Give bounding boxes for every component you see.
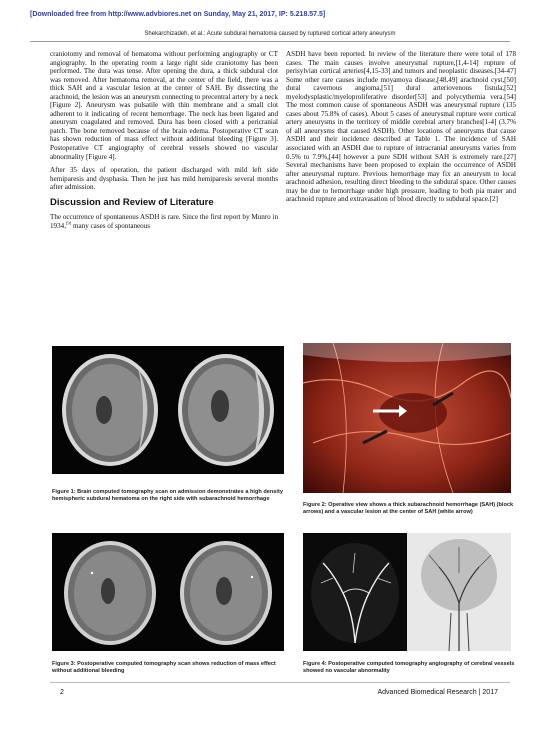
header-divider bbox=[30, 41, 510, 42]
download-line: [Downloaded free from http://www.advbiores.net on Sunday, May 21, 2017, IP: 5.218.57.5] bbox=[30, 11, 326, 18]
right-column bbox=[286, 50, 516, 209]
figure-2-caption: Figure 2: Operative view shows a thick subarachnoid hemorrhage (SAH) (block arrows) and a vascular lesion at the center of SAH (white arrow) bbox=[303, 502, 514, 515]
left-paragraph-3-end: many cases of spontaneous bbox=[71, 221, 151, 230]
figure-2-operative-view bbox=[303, 343, 511, 493]
left-paragraph-3 bbox=[50, 213, 278, 230]
running-head: Shekarchizadeh, et al.: Acute subdural hematoma caused by ruptured cortical artery aneurysm bbox=[144, 31, 396, 37]
figure-3-image bbox=[52, 533, 284, 651]
right-paragraph-1: ASDH have been reported. In review of the literature there were total of 178 cases. The main causes involve aneurysmal rupture,[1,4-14] rupture of perisylvian cortical arteries[4,15-33] and tumors and neoplastic diseases.[34-47] Some other rare causes include moyamoya disease,[48,49] arachnoid cyst,[50] dural cavernous angioma,[51] dural arteriovenous fistula,[52] myelodysplastic/myeloproliferative disorder[53] and polycythemia vera.[54] The most common cause of spontaneous ASDH was aneurysmal rupture (135 cases about 75.8% of cases). About 5 cases of aneurysmal rupture were cortical artery aneurysms in the territory of middle cerebral artery branches[1-4] (3.7% of all aneurysms that caused ASDH). Other locations of aneurysms that cause ASDH and their incidence described at Table 1. The incidence of SAH associated with an ASDH due to rupture of intracranial aneurysms varies from 0.5% to 7.9%,[44] however a pure SDH without SAH is extremely rare.[27] Several mechanisms have been proposed to explain the occurrence of ASDH after aneurysmal rupture. Previous hemorrhage may fix an aneurysm to local arachnoid adhesion, resulting direct bleeding to the subdural space. Other causes may be due to hemorrhage under high pressure, leading to both pia mater and arachnoid rupture and extravasation of blood directly to subdural space.[2] bbox=[286, 50, 516, 204]
left-column bbox=[50, 50, 278, 235]
left-paragraph-1: craniotomy and removal of hematoma without performing angiography or CT angiography. In the operating room a large right side craniotomy has been performed. The dura was tense. After opening the dura, a thick subdural clot was removed. After hematoma removal, at the center of the field, there was a thick SAH and a vascular lesion at the center of SAH. By dissecting the arachnoid, the lesion was an aneurysm connecting to precentral artery by a neck [Figure 2]. Aneurysm was pulsatile with thin membrane and a small clot adherent to it indicating of recent hemorrhage. The neck has been ligated and aneurysm coagulated and removed. Dura has been closed with a pericranial patch. The bone removed because of the brain edema. Postoperative CT scan has shown reduction of mass effect without additional bleeding [Figure 3]. Postoperative CT angiography of cerebral vessels showed no vascular abnormality [Figure 4]. bbox=[50, 50, 278, 161]
section-heading: Discussion and Review of Literature bbox=[50, 196, 214, 208]
figure-4-caption: Figure 4: Postoperative computed tomography angiography of cerebral vessels showed no vascular abnormality bbox=[303, 661, 515, 674]
left-paragraph-3-text: The occurrence of spontaneous ASDH is rare. Since the first report by Munro in 1934, bbox=[50, 213, 278, 230]
figure-2-image bbox=[303, 343, 511, 493]
left-paragraph-2: After 35 days of operation, the patient discharged with mild left side hemiparesis and dysphasia. Then he just has mild hemiparesis several months after admission. bbox=[50, 166, 278, 192]
figure-1-ct-scan bbox=[52, 346, 284, 474]
figure-3-caption: Figure 3: Postoperative computed tomography scan shows reduction of mass effect without additional bleeding bbox=[52, 661, 276, 674]
journal-footer: Advanced Biomedical Research | 2017 bbox=[377, 689, 498, 696]
footer-divider bbox=[50, 682, 510, 683]
figure-3-ct-scan bbox=[52, 533, 284, 651]
figure-4-image bbox=[303, 533, 511, 651]
figure-4-ct-angiography bbox=[303, 533, 511, 651]
figure-1-image bbox=[52, 346, 284, 474]
page-number: 2 bbox=[60, 689, 64, 696]
figure-1-caption: Figure 1: Brain computed tomography scan on admission demonstrates a high density hemispheric subdural hematoma on the right side with subarachnoid hemorrhage bbox=[52, 489, 283, 502]
citation-munro: [9] bbox=[65, 220, 72, 226]
